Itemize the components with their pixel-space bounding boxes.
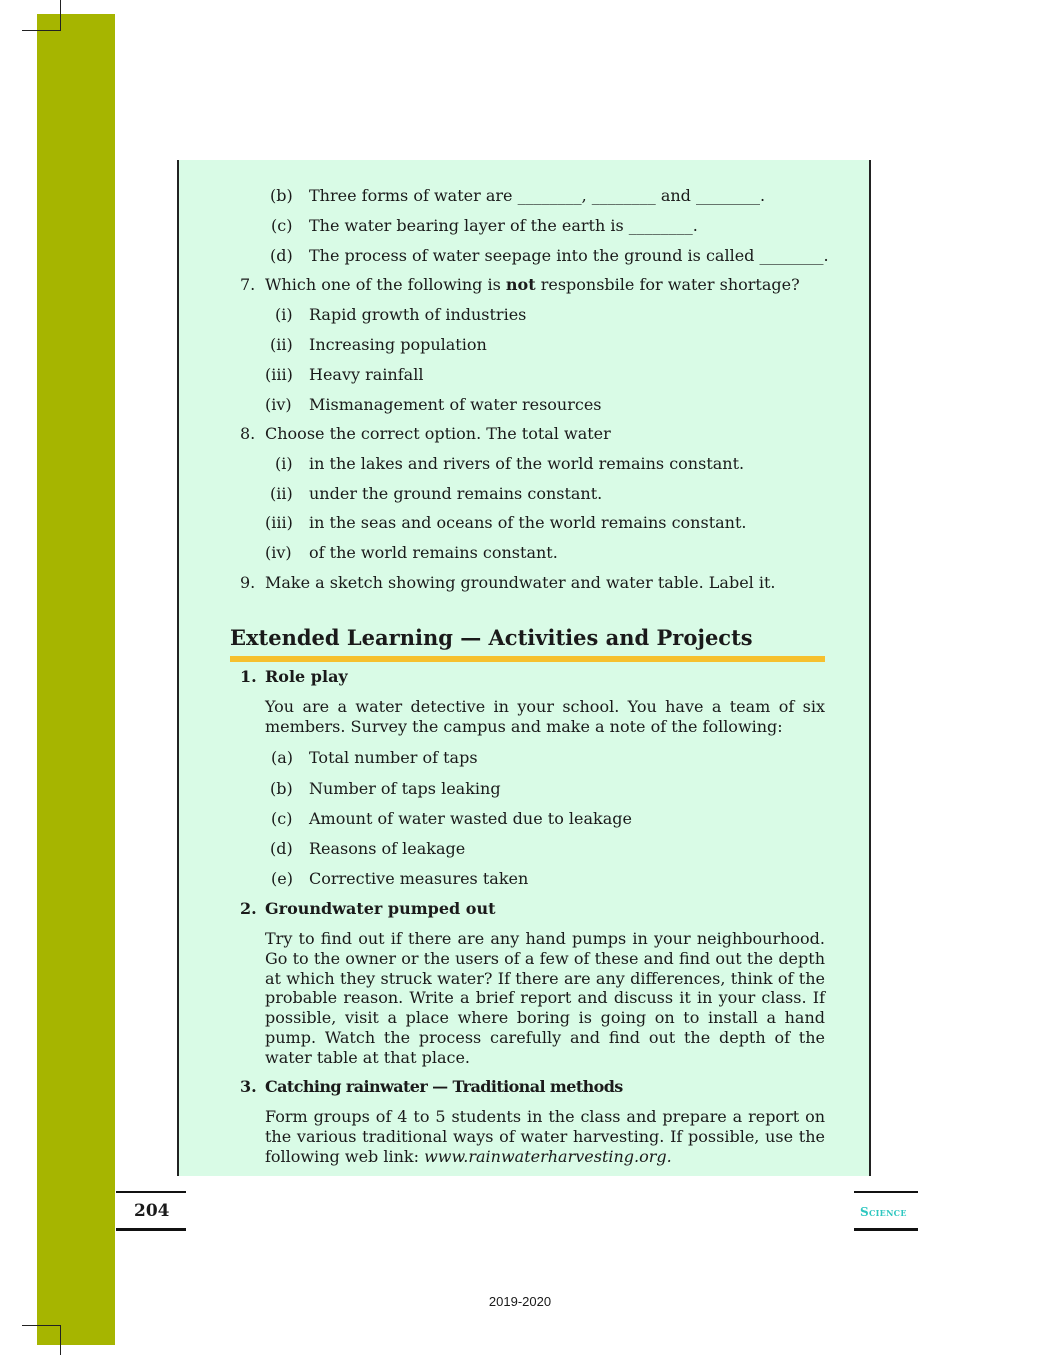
project-1-item-text: Amount of water wasted due to leakage <box>309 809 632 828</box>
subject-name: Science <box>860 1205 907 1219</box>
q6-c-text: The water bearing layer of the earth is ________. <box>309 216 698 235</box>
q7-option-label: (i) <box>275 305 293 324</box>
project-1-item-label: (a) <box>271 748 294 767</box>
project-1-item-label: (d) <box>270 839 293 858</box>
q9-number: 9. <box>240 573 256 592</box>
project-1-item-label: (b) <box>270 779 293 798</box>
q8-option-label: (iii) <box>265 513 293 532</box>
q7-option-text: Heavy rainfall <box>309 365 424 384</box>
q7-text-before: Which one of the following is <box>265 275 506 294</box>
project-3-heading: Catching rainwater — Traditional methods <box>265 1077 623 1096</box>
q6-c-label: (c) <box>271 216 293 235</box>
q7-option-label: (ii) <box>270 335 293 354</box>
q7-number: 7. <box>240 275 256 294</box>
project-1-item-text: Total number of taps <box>309 748 478 767</box>
project-1-item-text: Reasons of leakage <box>309 839 466 858</box>
q8-option-label: (ii) <box>270 484 293 503</box>
section-title: Extended Learning — Activities and Projects <box>230 625 753 650</box>
project-1-item-label: (e) <box>271 869 293 888</box>
q7-option-text: Rapid growth of industries <box>309 305 527 324</box>
crop-mark-top <box>22 30 60 31</box>
academic-year: 2019-2020 <box>488 1294 552 1309</box>
side-color-bar <box>37 14 115 1345</box>
project-3-body: Form groups of 4 to 5 students in the class and prepare a report on the various traditional ways of water harvesting. If possible, use the following web link: <box>265 1107 825 1166</box>
q7-text-bold: not <box>505 275 536 294</box>
q8-question: Choose the correct option. The total water <box>265 424 611 443</box>
project-2-number: 2. <box>240 899 257 918</box>
q7-question <box>265 275 800 295</box>
crop-mark-bottom-vertical <box>60 1325 61 1355</box>
q7-option-text: Increasing population <box>309 335 487 354</box>
q8-option-text: in the seas and oceans of the world remains constant. <box>309 513 747 532</box>
project-1-number: 1. <box>240 667 257 686</box>
q6-d-label: (d) <box>270 246 293 265</box>
crop-mark-top-vertical <box>60 0 61 31</box>
q8-option-label: (i) <box>275 454 293 473</box>
project-1-heading: Role play <box>265 667 348 686</box>
q8-option-text: under the ground remains constant. <box>309 484 603 503</box>
project-1-text: You are a water detective in your school. You have a team of six members. Survey the campus and make a note of the following: <box>265 697 825 736</box>
q8-option-text: in the lakes and rivers of the world remains constant. <box>309 454 745 473</box>
q8-number: 8. <box>240 424 256 443</box>
q8-option-label: (iv) <box>265 543 292 562</box>
project-1-item-text: Number of taps leaking <box>309 779 501 798</box>
project-1-item-text: Corrective measures taken <box>309 869 529 888</box>
project-2-heading: Groundwater pumped out <box>265 899 496 918</box>
q8-option-text: of the world remains constant. <box>309 543 558 562</box>
q7-option-label: (iv) <box>265 395 292 414</box>
project-3-text <box>265 1107 825 1166</box>
project-2-text: Try to find out if there are any hand pumps in your neighbourhood. Go to the owner or the users of a few of these and find out the depth at which they struck water? If there are any differences, think of the probable reason. Write a brief report and discuss it in your class. If possible, visit a place where boring is going on to install a hand pump. Watch the process carefully and find out the depth of the water table at that place. <box>265 929 825 1067</box>
q9-question: Make a sketch showing groundwater and water table. Label it. <box>265 573 776 592</box>
page-number: 204 <box>134 1201 170 1221</box>
project-3-number: 3. <box>240 1077 257 1096</box>
project-1-item-label: (c) <box>271 809 293 828</box>
q7-option-label: (iii) <box>265 365 293 384</box>
q6-d-text: The process of water seepage into the ground is called ________. <box>309 246 829 265</box>
web-link[interactable]: www.rainwaterharvesting.org. <box>424 1146 672 1166</box>
crop-mark-bottom <box>22 1325 60 1326</box>
section-rule <box>230 656 825 662</box>
q6-b-text: Three forms of water are ________, ________ and ________. <box>309 186 766 205</box>
q6-b-label: (b) <box>270 186 293 205</box>
q7-option-text: Mismanagement of water resources <box>309 395 602 414</box>
q7-text-after: responsbile for water shortage? <box>535 275 800 294</box>
